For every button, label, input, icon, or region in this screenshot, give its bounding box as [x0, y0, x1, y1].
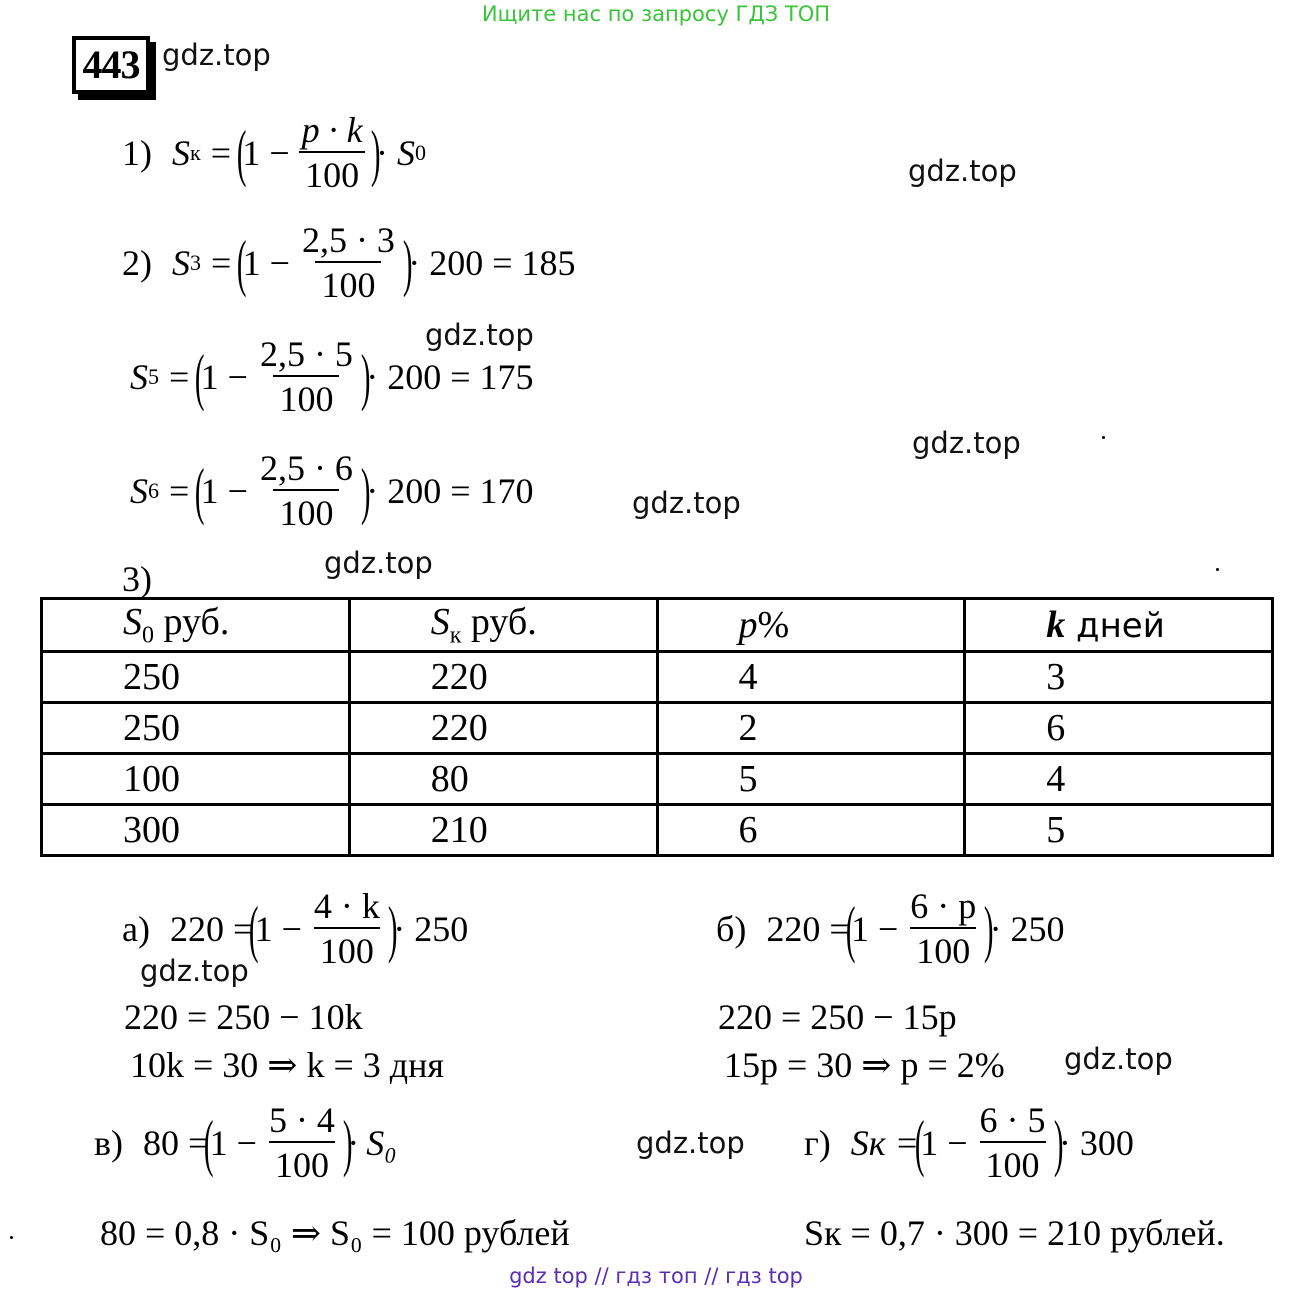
- header-p: p%: [657, 599, 965, 652]
- formula-part-v: в) 80 = ( 1 − $\frac{5 \cdot 4}{100}$ ) · S₀: [94, 1100, 397, 1185]
- table-cell: 80: [349, 753, 657, 804]
- formula-step2-s5: S 5 = ( 1 − $\frac{2,5 \cdot 5}{100}$ ) · 200 = 175: [130, 334, 534, 419]
- scan-speck: [1216, 568, 1219, 571]
- formula-part-g: г) Sк = ( 1 − $\frac{6 \cdot 5}{100}$ ) · 300: [804, 1100, 1134, 1185]
- header-sk: $S_к$ руб.: [349, 599, 657, 652]
- watermark: gdz.top: [632, 486, 741, 520]
- table-cell: 5: [965, 804, 1273, 855]
- part-g-line1: Sк = 0,7 · 300 = 210 рублей.: [804, 1213, 1225, 1253]
- part-a-line2: 10k = 30 ⇒ k = 3 дня: [130, 1045, 444, 1085]
- table-cell: 250: [42, 651, 350, 702]
- part-b-line1: 220 = 250 − 15p: [718, 997, 957, 1037]
- scan-speck: [1102, 436, 1105, 439]
- table-row: [42, 804, 1273, 855]
- watermark: gdz.top: [140, 954, 249, 988]
- watermark: gdz.top: [425, 318, 534, 352]
- formula-step2-s3: 2) S 3 = ( 1 − $\frac{2,5 \cdot 3}{100}$ ) · 200 = 185: [122, 220, 576, 305]
- part-v-line1: 80 = 0,8 · S₀ ⇒ S₀ = 100 рублей: [100, 1213, 570, 1253]
- data-table: [40, 597, 1274, 857]
- watermark: gdz.top: [324, 546, 433, 580]
- table-cell: 300: [42, 804, 350, 855]
- scan-speck: [10, 1236, 13, 1239]
- part-b-line2: 15p = 30 ⇒ p = 2%: [724, 1045, 1005, 1085]
- table-cell: 5: [657, 753, 965, 804]
- header-k: k дней: [965, 599, 1273, 652]
- formula-part-a: а) 220 = ( 1 − $\frac{4 \cdot k}{100}$ ) · 250: [122, 886, 469, 971]
- problem-number: 443: [72, 36, 150, 94]
- formula-part-b: б) 220 = ( 1 − $\frac{6 \cdot p}{100}$ ) · 250: [716, 886, 1065, 971]
- watermark: gdz.top: [912, 426, 1021, 460]
- table-cell: 6: [965, 702, 1273, 753]
- table-row: [42, 753, 1273, 804]
- table-cell: 250: [42, 702, 350, 753]
- table-cell: 4: [657, 651, 965, 702]
- table-cell: 4: [965, 753, 1273, 804]
- footer-links: gdz top // гдз топ // гдз top: [509, 1264, 803, 1288]
- watermark: gdz.top: [1064, 1042, 1173, 1076]
- table-cell: 2: [657, 702, 965, 753]
- watermark: gdz.top: [162, 38, 271, 72]
- step3-label: 3): [122, 559, 152, 599]
- search-banner: Ищите нас по запросу ГДЗ ТОП: [481, 2, 831, 26]
- watermark: gdz.top: [636, 1126, 745, 1160]
- formula-step2-s6: S 6 = ( 1 − $\frac{2,5 \cdot 6}{100}$ ) · 200 = 170: [130, 448, 534, 533]
- table-header-row: [42, 599, 1273, 652]
- table-row: [42, 702, 1273, 753]
- header-s0: $S_0$ руб.: [42, 599, 350, 652]
- part-a-line1: 220 = 250 − 10k: [124, 997, 363, 1037]
- step-label: 1): [122, 132, 152, 173]
- table-cell: 220: [349, 702, 657, 753]
- table-row: [42, 651, 1273, 702]
- table-cell: 100: [42, 753, 350, 804]
- formula-step1: 1) S к = ( 1 − $\frac{p \cdot k}{100}$ ) · S 0: [122, 110, 426, 195]
- table-cell: 6: [657, 804, 965, 855]
- table-cell: 220: [349, 651, 657, 702]
- watermark: gdz.top: [908, 154, 1017, 188]
- table-cell: 3: [965, 651, 1273, 702]
- table-cell: 210: [349, 804, 657, 855]
